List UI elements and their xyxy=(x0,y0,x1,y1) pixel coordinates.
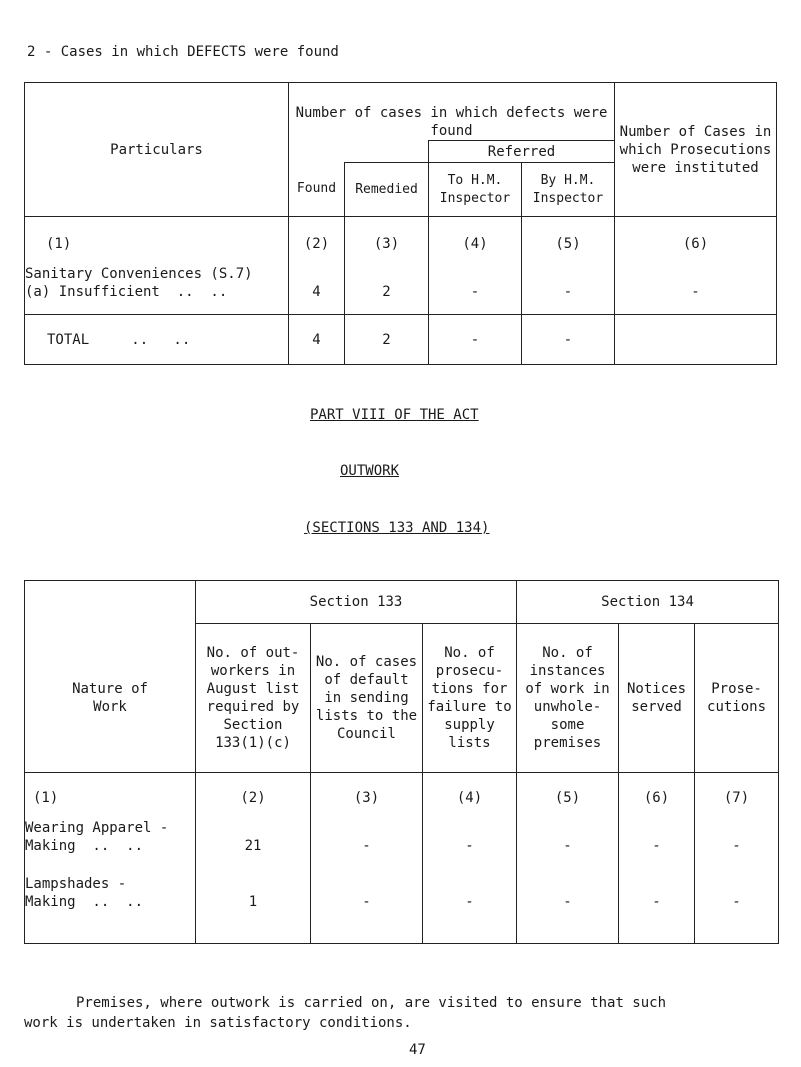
col2-number-4: (4) xyxy=(456,790,483,806)
default-cell xyxy=(311,773,423,944)
defects-table xyxy=(24,82,777,365)
nature-cell xyxy=(25,773,196,944)
row2-notices: - xyxy=(652,894,661,910)
header-found: Found xyxy=(289,163,345,217)
row-a-found-cell xyxy=(289,217,345,315)
row-a-label: (a) Insufficient .. .. xyxy=(25,284,228,300)
instances-cell xyxy=(517,773,619,944)
header-section-133: Section 133 xyxy=(196,581,517,624)
header-notices: Notices served xyxy=(619,624,695,773)
header-prosecutions-133: No. of prosecu- tions for failure to supply lists xyxy=(423,624,517,773)
row1-prosecutions: - xyxy=(465,838,474,854)
total-prosecutions xyxy=(615,315,777,365)
col-number-5: (5) xyxy=(555,236,581,252)
part-heading: PART VIII OF THE ACT xyxy=(310,407,479,423)
row1-label-line2: Making .. .. xyxy=(25,838,144,854)
outwork-table xyxy=(24,580,779,944)
header-by-hm: By H.M. Inspector xyxy=(522,163,615,217)
row2-default: - xyxy=(362,894,371,910)
row-a-cell xyxy=(25,217,289,315)
prose-cell xyxy=(695,773,779,944)
outworkers-cell xyxy=(196,773,311,944)
footer-line-1: Premises, where outwork is carried on, are visited to ensure that such xyxy=(76,995,667,1011)
header-prose: Prose- cutions xyxy=(695,624,779,773)
outwork-heading: OUTWORK xyxy=(340,463,400,479)
footer-line-2: work is undertaken in satisfactory conditions. xyxy=(24,1015,412,1031)
row2-label-line2: Making .. .. xyxy=(25,894,144,910)
row1-notices: - xyxy=(652,838,661,854)
row2-outworkers: 1 xyxy=(248,894,258,910)
total-remedied: 2 xyxy=(345,315,429,365)
row1-label-line1: Wearing Apparel - xyxy=(25,820,169,836)
row-a-prosecutions-cell xyxy=(615,217,777,315)
header-outworkers: No. of out-workers in August list required by Section 133(1)(c) xyxy=(196,624,311,773)
header-referred: Referred xyxy=(429,141,615,163)
header-default: No. of cases of default in sending lists to the Council xyxy=(311,624,423,773)
row-a-remedied: 2 xyxy=(382,284,391,300)
header-particulars: Particulars xyxy=(25,83,289,217)
col2-number-1: (1) xyxy=(33,790,59,806)
total-to-hm: - xyxy=(429,315,522,365)
col-number-1: (1) xyxy=(46,236,72,252)
row-a-to-hm: - xyxy=(470,284,480,300)
col2-number-5: (5) xyxy=(554,790,581,806)
header-prosecutions: Number of Cases in which Prosecutions were instituted xyxy=(615,83,777,217)
col-number-4: (4) xyxy=(462,236,488,252)
total-label: TOTAL .. .. xyxy=(25,315,289,365)
row2-instances: - xyxy=(563,894,572,910)
total-found: 4 xyxy=(289,315,345,365)
header-blank-nature xyxy=(25,581,196,624)
header-number-of-cases: Number of cases in which defects were found xyxy=(289,83,615,141)
col2-number-3: (3) xyxy=(353,790,380,806)
col2-number-2: (2) xyxy=(240,790,266,806)
row1-prose: - xyxy=(732,838,741,854)
row-group-label: Sanitary Conveniences (S.7) xyxy=(25,266,253,282)
col2-number-6: (6) xyxy=(643,790,670,806)
row1-instances: - xyxy=(563,838,572,854)
row-a-remedied-cell xyxy=(345,217,429,315)
page-number: 47 xyxy=(409,1042,426,1058)
sections-heading: (SECTIONS 133 AND 134) xyxy=(304,520,490,536)
header-remedied: Remedied xyxy=(345,163,429,217)
row-a-to-hm-cell xyxy=(429,217,522,315)
header-blank xyxy=(289,141,429,163)
row1-outworkers: 21 xyxy=(244,838,262,854)
prosecutions-cell xyxy=(423,773,517,944)
row2-prosecutions: - xyxy=(465,894,474,910)
total-by-hm: - xyxy=(522,315,615,365)
row-a-by-hm: - xyxy=(563,284,573,300)
notices-cell xyxy=(619,773,695,944)
header-instances: No. of instances of work in unwhole- some premises xyxy=(517,624,619,773)
section-heading: 2 - Cases in which DEFECTS were found xyxy=(27,44,339,60)
col-number-6: (6) xyxy=(682,236,709,252)
header-nature: Nature of Work xyxy=(25,624,196,773)
header-section-134: Section 134 xyxy=(517,581,779,624)
col2-number-7: (7) xyxy=(723,790,750,806)
row2-prose: - xyxy=(732,894,741,910)
col-number-3: (3) xyxy=(373,236,400,252)
col-number-2: (2) xyxy=(303,236,330,252)
row-a-by-hm-cell xyxy=(522,217,615,315)
header-to-hm: To H.M. Inspector xyxy=(429,163,522,217)
row1-default: - xyxy=(362,838,371,854)
footer-paragraph xyxy=(24,995,778,1031)
row-a-prosecutions: - xyxy=(691,284,700,300)
row2-label-line1: Lampshades - xyxy=(25,876,127,892)
row-a-found: 4 xyxy=(312,284,321,300)
